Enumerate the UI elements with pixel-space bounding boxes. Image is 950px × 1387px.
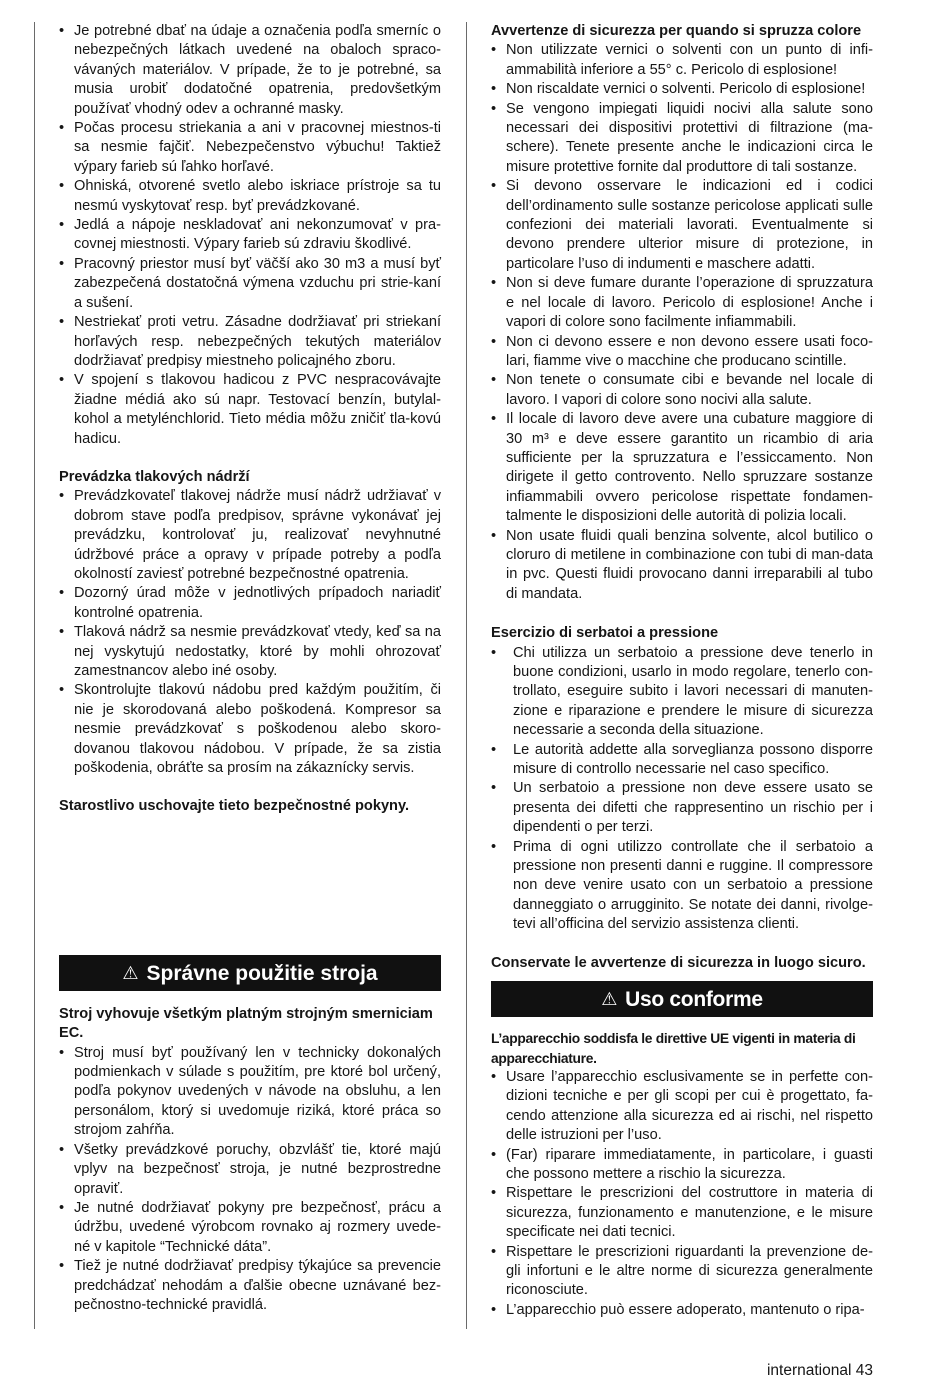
left-margin-rule: [34, 22, 35, 1329]
right-column: [491, 22, 873, 1320]
list-item: • Tlaková nádrž sa nesmie prevádzkovať vtedy, keď sa na nej vyskytujú nedostatky, ktoré by mohli ohrozovať zamestnancov alebo iné osoby.: [59, 623, 441, 681]
list-item: • Non usate fluidi quali benzina solvente, alcol butilico o cloruro di metilene in combinazione con tubi di man-data in pvc. Questi fluidi provocano danni irreparabili al tubo di mandata.: [491, 527, 873, 605]
list-item: • L’apparecchio può essere adoperato, mantenuto o ripa-: [491, 1301, 873, 1320]
footer-label: international: [766, 1362, 852, 1379]
list-item: • Non utilizzate vernici o solventi con un punto di infi-ammabilità inferiore a 55° c. Pericolo di esplosione!: [491, 41, 873, 80]
list-item: • Nestriekať proti vetru. Zásadne dodržiavať pri striekaní horľavých resp. nebezpečných tekutých materiálov dodržiavať predpisy miestneho policajného zboru.: [59, 313, 441, 371]
section-banner: [491, 981, 873, 1017]
list-item: • Prima di ogni utilizzo controllate che il serbatoio a pressione non presenti danni e ruggine. Il compressore non deve venire usato con un serbatoio a pressione danneggiato o arrugginito. Se notate dei danni, rivolge-tevi all’officina del servizio assistenza clienti.: [491, 838, 873, 935]
list-item: • Rispettare le prescrizioni del costruttore in materia di sicurezza, funzionamento e manutenzione, e le misure specificate nei dati tecnici.: [491, 1184, 873, 1242]
pressure-tank-list-sk: [59, 487, 441, 778]
list-item: • Prevádzkovateľ tlakovej nádrže musí nádrž udržiavať v dobrom stave podľa predpisov, správne vykonávať jej prevádzku, kontrolovať ju, realizovať nevyhnutné údržbové práce a opravy v prípade potreby a podľa okolností zaviesť potrebné bezpečnostné opatrenia.: [59, 487, 441, 584]
list-item: • Se vengono impiegati liquidi nocivi alla salute sono necessari dei dispositivi protettivi di filtrazione (ma-schere). Tenete presente anche le indicazioni circa le misure protettive fornite dal produttore di tali sostanze.: [491, 100, 873, 178]
list-item: • Rispettare le prescrizioni riguardanti la prevenzione de-gli infortuni e le altre norme di sicurezza generalmente riconosciute.: [491, 1243, 873, 1301]
list-item: • Tiež je nutné dodržiavať predpisy týkajúce sa prevencie predchádzať nehodám a ďalšie obecne uznávané bez-pečnostno-technické pravidlá.: [59, 1257, 441, 1315]
section-heading: Avvertenze di sicurezza per quando si spruzza colore: [491, 23, 862, 39]
section-heading: Esercizio di serbatoi a pressione: [491, 625, 719, 642]
list-item: • Je potrebné dbať na údaje a označenia podľa smerníc o nebezpečných látkach uvedené na obaloch spraco-vávaných materiálov. V prípade, že to je potrebné, sa musia urobiť dodatočné opatrenia, predovšetkým používať vhodný odev a ochranné masky.: [59, 22, 441, 119]
intended-use-list-it: [491, 1068, 873, 1320]
spray-safety-list-it: [491, 41, 873, 604]
list-item: • Je nutné dodržiavať pokyny pre bezpečnosť, prácu a údržbu, uvedené výrobcom rovnako aj rozmery uvede-né v kapitole “Technické dáta”.: [59, 1199, 441, 1257]
directive-lead: L’apparecchio soddisfa le direttive UE vigenti in materia di apparecchiature.: [491, 1031, 856, 1066]
list-item: • Stroj musí byť používaný len v technicky dokonalých podmienkach v súlade s použitím, pre ktoré bol určený, podľa pokynov uvedených v návode na obsluhu, a len personálom, ktorý si uvedomuje riziká, ktoré práca so strojom zahŕňa.: [59, 1044, 441, 1141]
page-footer: [767, 1362, 873, 1380]
list-item: • Il locale di lavoro deve avere una cubature maggiore di 30 m³ e deve essere garantito un ricambio di aria sufficiente per la spruzzatura e l’essiccamento. Non dirigete il getto controvento. Nello spruzzare sostanze infiammabili ovvero pericolose rispettate fondamen-talmente le disposizioni delle autorità di polizia locali.: [491, 410, 873, 526]
directive-lead: Stroj vyhovuje všetkým platným strojným smerniciam EC.: [59, 1005, 433, 1042]
list-item: • Si devono osservare le indicazioni ed i codici dell’ordinamento sulle sostanze pericolose applicati sulle confezioni dei materiali lavorati. Eventualmente si devono prendere ulterior misure di protezione, in particolare l’uso di indumenti e maschere adatti.: [491, 177, 873, 274]
page-number: 43: [855, 1362, 873, 1379]
list-item: • Un serbatoio a pressione non deve essere usato se presenta dei difetti che rappresentino un rischio per i dipendenti o per terzi.: [491, 779, 873, 837]
list-item: • Jedlá a nápoje neskladovať ani nekonzumovať v pra-covnej miestnosti. Výpary farieb sú zdraviu škodlivé.: [59, 216, 441, 255]
list-item: • Chi utilizza un serbatoio a pressione deve tenerlo in buone condizioni, usarlo in modo regolare, tenerlo con-trollato, eseguire subito i lavori necessari di manuten-zione e riparazione e prendere le misure di sicurezza necessarie a seconda della situazione.: [491, 644, 873, 741]
section-heading: Prevádzka tlakových nádrží: [59, 468, 250, 485]
warning-triangle-icon: ⚠: [122, 962, 139, 983]
list-item: • Počas procesu striekania a ani v pracovnej miestnos-ti sa nesmie fajčiť. Nebezpečenstvo výbuchu! Taktiež výpary farieb sú ľahko horľavé.: [59, 119, 441, 177]
keep-instructions-note: Starostlivo uschovajte tieto bezpečnostné pokyny.: [59, 798, 410, 815]
list-item: • Dozorný úrad môže v jednotlivých prípadoch nariadiť kontrolné opatrenia.: [59, 584, 441, 623]
list-item: • Usare l’apparecchio esclusivamente se in perfette con-dizioni tecniche e per gli scopi per cui è progettato, fa-cendo attenzione alla sicurezza ed ai rischi, nel rispetto delle istruzioni per l’uso.: [491, 1068, 873, 1146]
column-divider: [466, 22, 467, 1329]
spray-safety-list-sk: [59, 22, 441, 449]
list-item: • Ohniská, otvorené svetlo alebo iskriace prístroje sa tu nesmú vyskytovať resp. byť prevádzkované.: [59, 177, 441, 216]
warning-triangle-icon: ⚠: [601, 989, 618, 1010]
list-item: • Non riscaldate vernici o solventi. Pericolo di esplosione!: [491, 80, 873, 99]
intended-use-list-sk: [59, 1044, 441, 1316]
list-item: • Le autorità addette alla sorveglianza possono disporre misure di controllo necessarie nel caso specifico.: [491, 741, 873, 780]
list-item: • V spojení s tlakovou hadicou z PVC nespracovávajte žiadne médiá ako sú napr. Testovací benzín, butylal-kohol a metylénchlorid. Tieto média môžu zničiť tla-kovú hadicu.: [59, 371, 441, 449]
keep-instructions-note: Conservate le avvertenze di sicurezza in luogo sicuro.: [491, 954, 866, 971]
list-item: • (Far) riparare immediatamente, in particolare, i guasti che possono mettere a rischio la sicurezza.: [491, 1146, 873, 1185]
left-column: [59, 22, 441, 1315]
pressure-tank-list-it: [491, 644, 873, 935]
list-item: • Non tenete o consumate cibi e bevande nel locale di lavoro. I vapori di colore sono nocivi alla salute.: [491, 371, 873, 410]
list-item: • Pracovný priestor musí byť väčší ako 30 m3 a musí byť zabezpečená dostatočná výmena vzduchu pri strie-kaní a sušení.: [59, 255, 441, 313]
list-item: • Všetky prevádzkové poruchy, obzvlášť tie, ktoré majú vplyv na bezpečnosť stroja, je nutné bezprostredne opraviť.: [59, 1141, 441, 1199]
list-item: • Skontrolujte tlakovú nádobu pred každým použitím, či nie je skorodovaná alebo poškodená. Kompresor sa nesmie prevádzkovať s poškodenou alebo skoro-dovanou tlakovou nádobou. V prípade, že sa zistia poškodenia, obráťte sa prosím na zákaznícky servis.: [59, 681, 441, 778]
banner-title: Správne použitie stroja: [146, 961, 378, 985]
section-banner: [59, 955, 441, 991]
list-item: • Non si deve fumare durante l’operazione di spruzzatura e nel locale di lavoro. Pericolo di esplosione! Anche i vapori di colore sono facilmente infiammabili.: [491, 274, 873, 332]
list-item: • Non ci devono essere e non devono essere usati foco-lari, fiamme vive o macchine che producano scintille.: [491, 333, 873, 372]
banner-title: Uso conforme: [625, 988, 763, 1012]
